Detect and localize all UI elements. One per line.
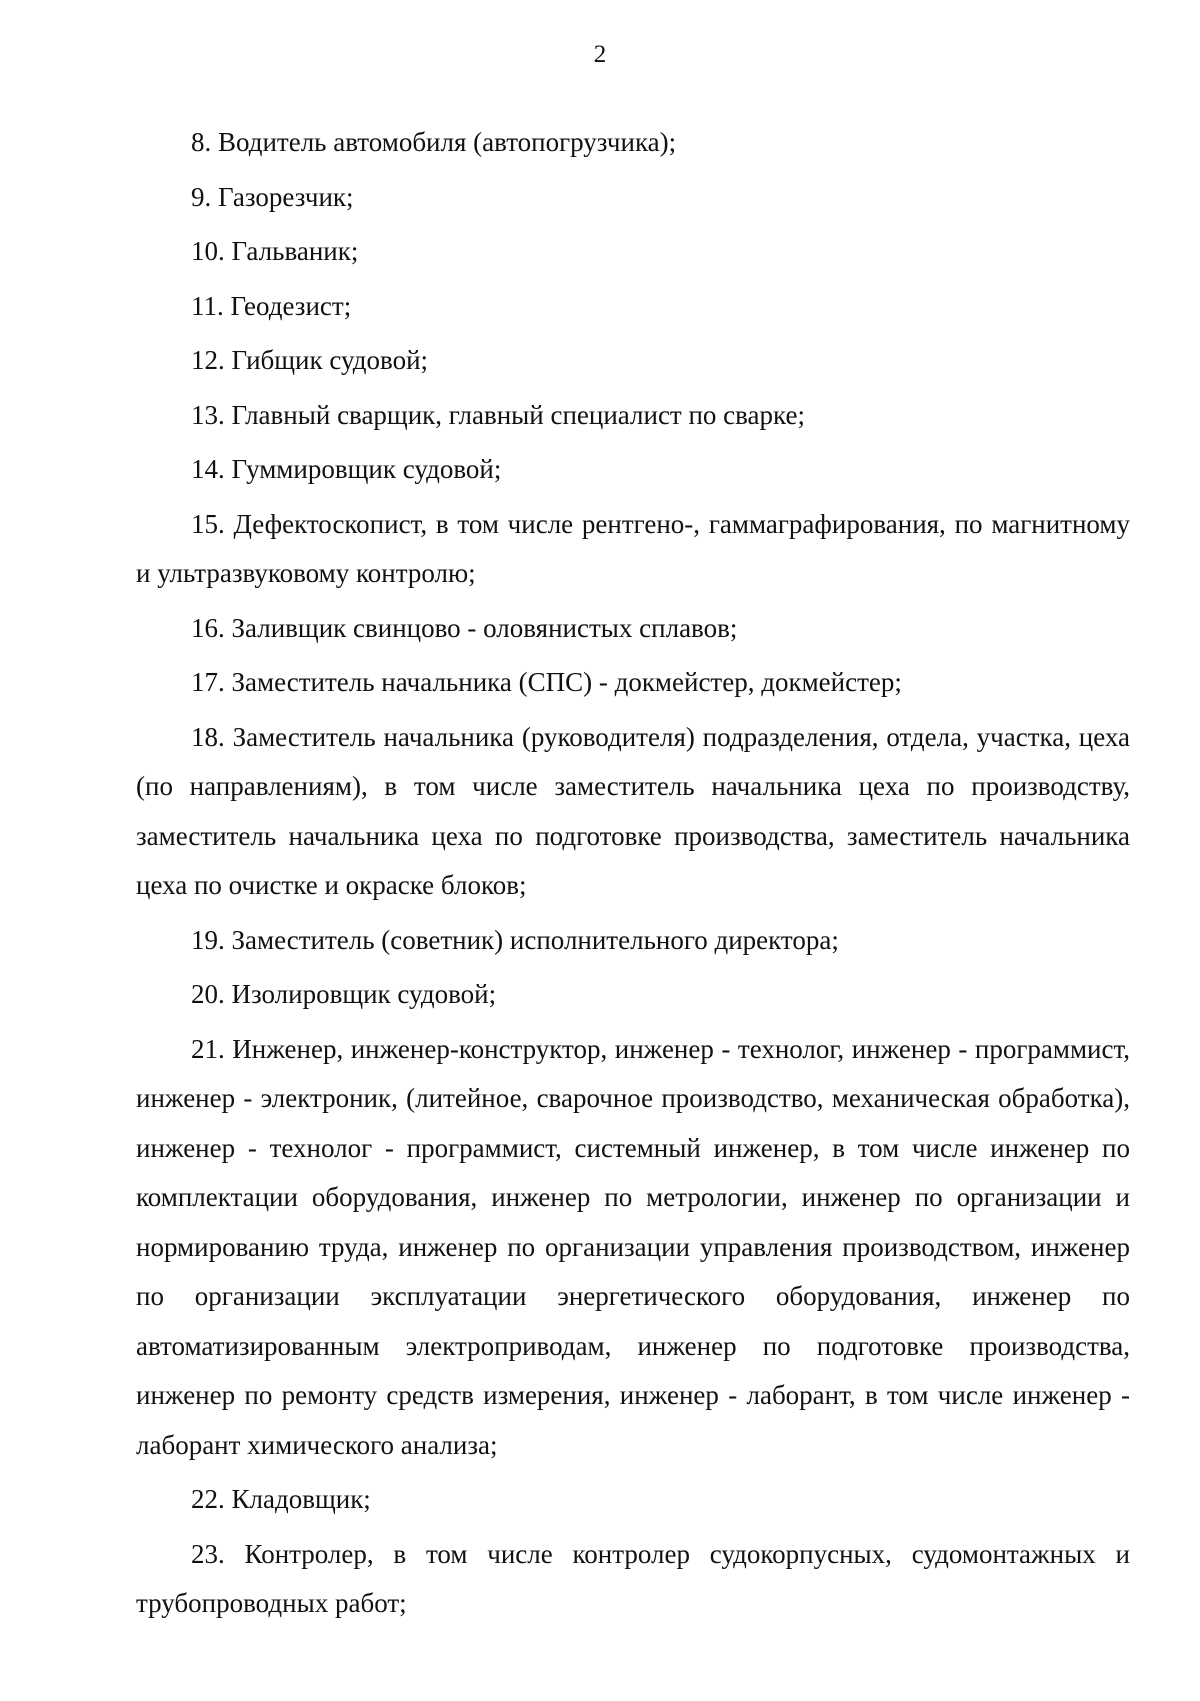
list-item: 18. Заместитель начальника (руководителя) подразделения, отдела, участка, цеха (по направлениям), в том числе заместитель начальника цеха по производству, заместитель начальника цеха по подготовке производства, заместитель начальника цеха по очистке и окраске блоков; <box>136 721 1130 900</box>
list-item: 10. Гальваник; <box>191 236 359 266</box>
page-number: 2 <box>593 41 607 68</box>
list-item: 19. Заместитель (советник) исполнительного директора; <box>191 924 839 955</box>
list-item: 9. Газорезчик; <box>191 181 354 212</box>
list-item: 20. Изолировщик судовой; <box>191 979 497 1009</box>
list-item: 13. Главный сварщик, главный специалист по сварке; <box>191 399 805 430</box>
list-item: 23. Контролер, в том числе контролер судокорпусных, судомонтажных и трубопроводных работ; <box>136 1538 1130 1618</box>
list-item: 21. Инженер, инженер-конструктор, инженер - технолог, инженер - программист, инженер - электроник, (литейное, сварочное производство, механическая обработка), инженер - технолог - программист, системный инженер, в том числе инженер по комплектации оборудования, инженер по метрологии, инженер по организации и нормированию труда, инженер по организации управления производством, инженер по организации эксплуатации энергетического оборудования, инженер по автоматизированным электроприводам, инженер по подготовке производства, инженер по ремонту средств измерения, инженер - лаборант, в том числе инженер - лаборант химического анализа; <box>136 1033 1130 1460</box>
list-item: 16. Заливщик свинцово - оловянистых сплавов; <box>191 612 738 643</box>
list-item: 22. Кладовщик; <box>191 1484 371 1514</box>
list-item: 15. Дефектоскопист, в том числе рентгено-, гаммаграфирования, по магнитному и ультразвуковому контролю; <box>136 508 1130 588</box>
list-item: 17. Заместитель начальника (СПС) - докмейстер, докмейстер; <box>191 667 902 697</box>
list-item: 8. Водитель автомобиля (автопогрузчика); <box>191 127 677 157</box>
profession-list <box>136 118 1130 1634</box>
list-item: 11. Геодезист; <box>191 290 352 321</box>
list-item: 12. Гибщик судовой; <box>191 345 429 375</box>
list-item: 14. Гуммировщик судовой; <box>191 454 502 484</box>
